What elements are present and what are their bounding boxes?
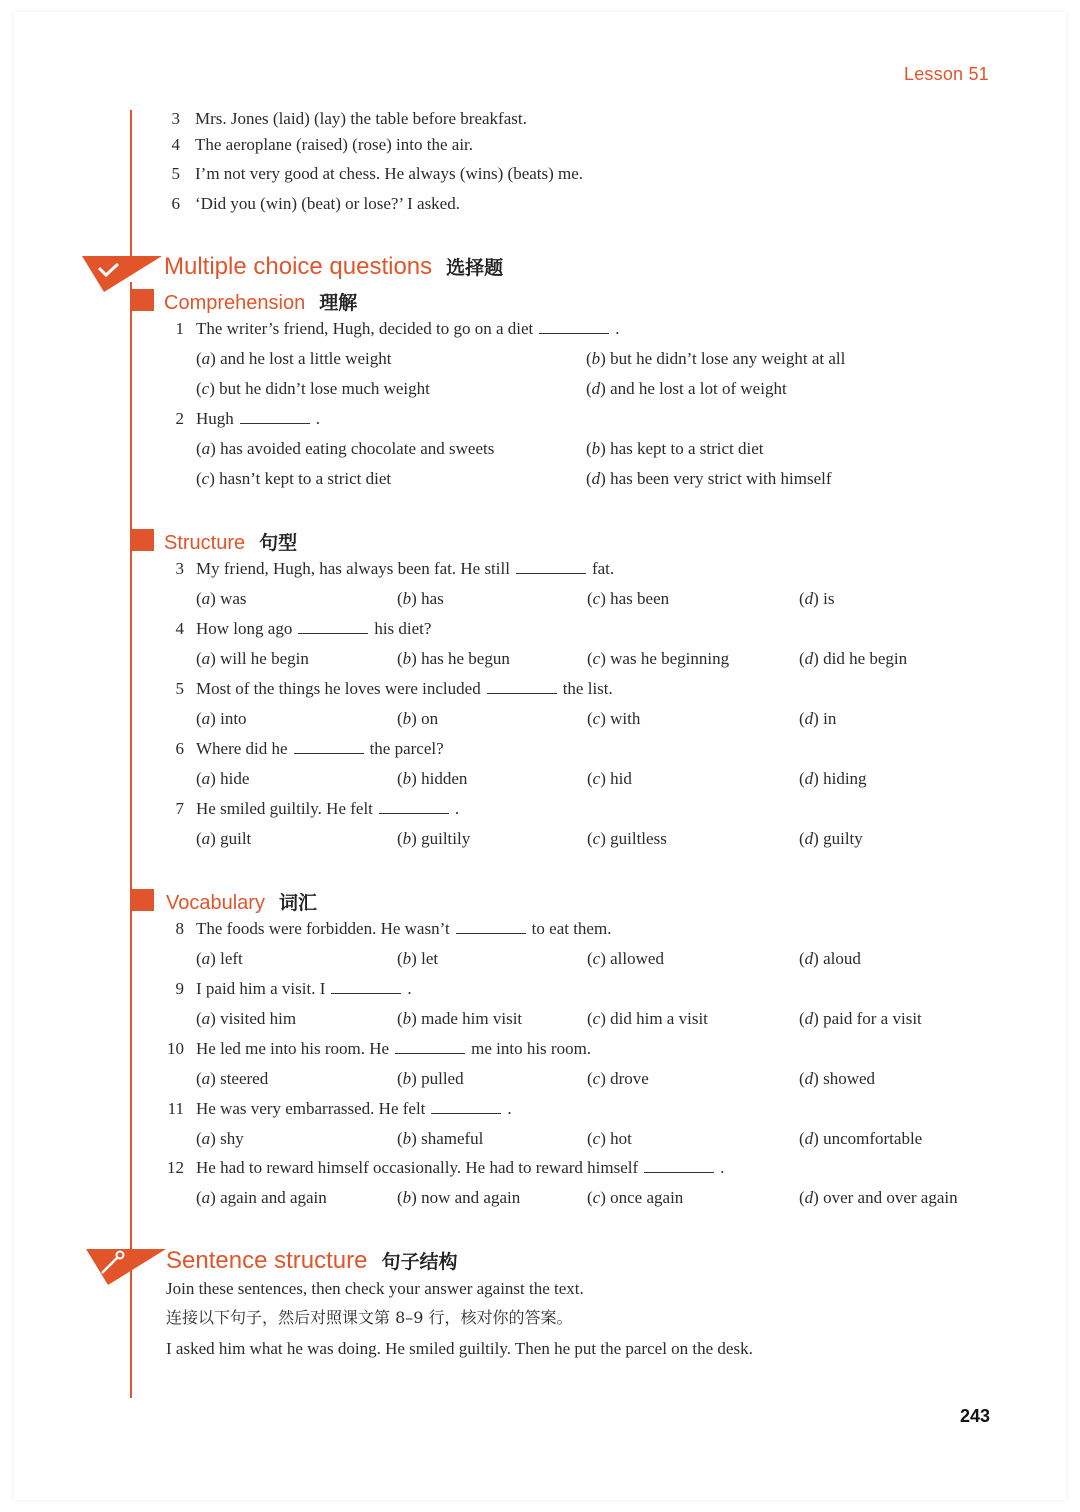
option-b: (b) has he begun <box>397 649 510 668</box>
section-marker <box>132 289 154 311</box>
option-letter: b <box>402 1188 412 1207</box>
question-number: 6 <box>175 739 184 758</box>
option-a: (a) into <box>196 709 247 728</box>
option-text: steered <box>220 1069 269 1088</box>
lesson-label: Lesson 51 <box>904 64 989 84</box>
exercise-sentence: I’m not very good at chess. He always (wins) (beats) me. <box>195 164 584 183</box>
option-a: (a) guilt <box>196 829 252 848</box>
option-c: (c) with <box>587 709 641 728</box>
answer-blank <box>294 752 364 754</box>
option-a: (a) and he lost a little weight <box>196 349 392 368</box>
question-text <box>196 739 444 759</box>
option-letter: a <box>201 829 211 848</box>
option-d: (d) has been very strict with himself <box>586 469 832 488</box>
instruction: Join these sentences, then check your answer against the text. <box>166 1279 584 1298</box>
option-letter: d <box>804 589 814 608</box>
option-letter: b <box>402 1009 412 1028</box>
option-text: into <box>220 709 247 728</box>
option-text: guiltless <box>610 829 667 848</box>
option-text: made him visit <box>421 1009 523 1028</box>
option-letter: d <box>804 709 814 728</box>
option-text: left <box>220 949 243 968</box>
sentences-to-join: I asked him what he was doing. He smiled guiltily. Then he put the parcel on the desk. <box>166 1339 753 1358</box>
option-letter: c <box>592 589 601 608</box>
option-letter: a <box>201 1009 211 1028</box>
question-number: 3 <box>175 559 184 578</box>
option-b: (b) hidden <box>397 769 468 788</box>
option-letter: b <box>402 649 412 668</box>
option-letter: a <box>201 949 211 968</box>
question-tail: the parcel? <box>369 739 444 758</box>
item-number: 6 <box>171 194 180 213</box>
question-stem: Most of the things he loves were included <box>196 679 481 698</box>
comprehension-title <box>164 288 357 315</box>
option-a: (a) shy <box>196 1129 244 1148</box>
question-number: 11 <box>167 1099 184 1118</box>
option-b: (b) has kept to a strict diet <box>586 439 764 458</box>
option-b: (b) made him visit <box>397 1009 523 1028</box>
question-text <box>196 409 320 429</box>
option-text: but he didn’t lose much weight <box>219 379 430 398</box>
question-text <box>196 799 459 819</box>
option-d: (d) aloud <box>799 949 861 968</box>
option-b: (b) now and again <box>397 1188 521 1207</box>
question-number: 2 <box>175 409 184 428</box>
option-letter: a <box>201 709 211 728</box>
option-d: (d) and he lost a lot of weight <box>586 379 787 398</box>
option-text: aloud <box>823 949 861 968</box>
item-number: 5 <box>171 164 180 183</box>
option-letter: d <box>591 379 601 398</box>
wrench-icon <box>86 1245 168 1287</box>
question-text <box>196 1158 724 1178</box>
option-d: (d) in <box>799 709 837 728</box>
vocabulary-title-cn: 词汇 <box>278 892 317 914</box>
option-text: guilt <box>220 829 252 848</box>
option-b: (b) guiltily <box>397 829 471 848</box>
option-a: (a) has avoided eating chocolate and sweets <box>196 439 495 458</box>
option-c: (c) hot <box>587 1129 632 1148</box>
vocabulary-title-text: Vocabulary <box>166 892 265 914</box>
option-text: once again <box>610 1188 684 1207</box>
mcq-title-cn: 选择题 <box>446 257 504 279</box>
option-b: (b) but he didn’t lose any weight at all <box>586 349 846 368</box>
answer-blank <box>395 1052 465 1054</box>
option-a: (a) will he begin <box>196 649 309 668</box>
answer-blank <box>431 1112 501 1114</box>
option-letter: d <box>804 1188 814 1207</box>
question-text <box>196 559 614 579</box>
option-text: again and again <box>220 1188 327 1207</box>
option-letter: c <box>592 709 601 728</box>
question-text <box>196 1039 591 1059</box>
option-c: (c) guiltless <box>587 829 667 848</box>
option-letter: c <box>592 1009 601 1028</box>
structure-title-cn: 句型 <box>259 532 298 554</box>
option-letter: c <box>201 469 210 488</box>
option-d: (d) over and over again <box>799 1188 958 1207</box>
option-letter: b <box>402 1129 412 1148</box>
question-number: 9 <box>175 979 184 998</box>
item-number: 4 <box>171 135 180 154</box>
option-text: was <box>220 589 247 608</box>
option-text: and he lost a lot of weight <box>610 379 787 398</box>
question-text <box>196 1099 512 1119</box>
question-number: 4 <box>175 619 184 638</box>
option-letter: c <box>592 1188 601 1207</box>
question-number: 1 <box>175 319 184 338</box>
option-c: (c) hasn’t kept to a strict diet <box>196 469 392 488</box>
answer-blank <box>644 1171 714 1173</box>
question-number: 12 <box>167 1158 184 1177</box>
option-letter: c <box>592 1129 601 1148</box>
question-text <box>196 979 412 999</box>
question-stem: I paid him a visit. I <box>196 979 326 998</box>
option-letter: b <box>402 949 412 968</box>
section-marker <box>132 529 154 551</box>
option-text: allowed <box>610 949 664 968</box>
question-number: 5 <box>175 679 184 698</box>
option-letter: b <box>591 349 601 368</box>
option-text: but he didn’t lose any weight at all <box>610 349 846 368</box>
question-text <box>196 319 619 339</box>
page-number: 243 <box>960 1406 991 1426</box>
question-stem: How long ago <box>196 619 293 638</box>
comprehension-title-text: Comprehension <box>164 292 306 314</box>
question-text <box>196 619 431 639</box>
option-letter: a <box>201 589 211 608</box>
item-number: 3 <box>171 109 180 128</box>
option-text: showed <box>823 1069 876 1088</box>
option-text: shameful <box>421 1129 484 1148</box>
option-letter: b <box>402 769 412 788</box>
option-letter: d <box>804 769 814 788</box>
question-stem: My friend, Hugh, has always been fat. He still <box>196 559 510 578</box>
question-tail: . <box>720 1158 725 1177</box>
answer-blank <box>298 632 368 634</box>
option-text: was he beginning <box>610 649 730 668</box>
option-text: has avoided eating chocolate and sweets <box>220 439 495 458</box>
option-letter: d <box>804 829 814 848</box>
option-text: guilty <box>823 829 863 848</box>
option-letter: c <box>592 1069 601 1088</box>
sentence-structure-title <box>166 1247 457 1275</box>
option-text: hasn’t kept to a strict diet <box>219 469 392 488</box>
question-stem: He smiled guiltily. He felt <box>196 799 373 818</box>
question-tail: his diet? <box>374 619 432 638</box>
option-text: on <box>421 709 439 728</box>
option-letter: a <box>201 1129 211 1148</box>
option-text: hidden <box>421 769 468 788</box>
option-letter: d <box>804 1069 814 1088</box>
option-d: (d) uncomfortable <box>799 1129 923 1148</box>
option-c: (c) drove <box>587 1069 649 1088</box>
option-letter: c <box>592 769 601 788</box>
margin-rule <box>130 110 132 270</box>
option-letter: c <box>592 649 601 668</box>
option-d: (d) paid for a visit <box>799 1009 922 1028</box>
option-text: has been <box>610 589 670 608</box>
option-text: in <box>823 709 837 728</box>
answer-blank <box>539 332 609 334</box>
question-tail: to eat them. <box>531 919 612 938</box>
question-tail: the list. <box>562 679 613 698</box>
question-tail: . <box>454 799 460 818</box>
option-d: (d) showed <box>799 1069 876 1088</box>
mcq-title <box>164 253 503 281</box>
instruction-cn: 连接以下句子，然后对照课文第 8–9 行，核对你的答案。 <box>166 1308 573 1327</box>
option-d: (d) hiding <box>799 769 867 788</box>
option-letter: d <box>804 1129 814 1148</box>
question-stem: He led me into his room. He <box>196 1039 390 1058</box>
option-text: hid <box>610 769 632 788</box>
question-tail: . <box>507 1099 512 1118</box>
checkmark-icon <box>82 252 164 294</box>
option-text: has kept to a strict diet <box>610 439 764 458</box>
answer-blank <box>240 422 310 424</box>
option-c: (c) did him a visit <box>587 1009 708 1028</box>
question-stem: Where did he <box>196 739 288 758</box>
question-stem: Hugh <box>196 409 234 428</box>
exercise-sentence: Mrs. Jones (laid) (lay) the table before breakfast. <box>195 109 527 128</box>
option-letter: b <box>402 589 412 608</box>
option-text: hide <box>220 769 250 788</box>
option-d: (d) is <box>799 589 835 608</box>
option-text: paid for a visit <box>823 1009 922 1028</box>
option-letter: c <box>592 829 601 848</box>
question-tail: . <box>407 979 412 998</box>
option-c: (c) but he didn’t lose much weight <box>196 379 430 398</box>
option-a: (a) hide <box>196 769 250 788</box>
option-text: hiding <box>823 769 867 788</box>
option-a: (a) left <box>196 949 243 968</box>
question-text <box>196 679 613 699</box>
option-letter: a <box>201 649 211 668</box>
question-tail: fat. <box>591 559 615 578</box>
question-number: 10 <box>167 1039 184 1058</box>
vocabulary-title <box>166 888 317 915</box>
option-c: (c) has been <box>587 589 670 608</box>
option-letter: c <box>592 949 601 968</box>
option-letter: b <box>402 1069 412 1088</box>
option-text: has <box>421 589 444 608</box>
mcq-title-text: Multiple choice questions <box>164 253 433 280</box>
option-c: (c) hid <box>587 769 632 788</box>
option-b: (b) let <box>397 949 439 968</box>
option-text: uncomfortable <box>823 1129 923 1148</box>
answer-blank <box>516 572 586 574</box>
option-text: shy <box>220 1129 244 1148</box>
option-b: (b) pulled <box>397 1069 464 1088</box>
option-letter: b <box>402 829 412 848</box>
question-stem: The writer’s friend, Hugh, decided to go on a diet <box>196 319 534 338</box>
option-text: with <box>610 709 641 728</box>
question-tail: . <box>315 409 321 428</box>
option-d: (d) guilty <box>799 829 863 848</box>
option-letter: d <box>804 949 814 968</box>
answer-blank <box>331 992 401 994</box>
option-letter: a <box>201 769 211 788</box>
option-text: pulled <box>421 1069 464 1088</box>
option-letter: a <box>201 439 211 458</box>
question-number: 8 <box>175 919 184 938</box>
question-tail: me into his room. <box>471 1039 592 1058</box>
question-stem: He was very embarrassed. He felt <box>196 1099 426 1118</box>
option-b: (b) on <box>397 709 439 728</box>
answer-blank <box>456 932 526 934</box>
exercise-sentence: ‘Did you (win) (beat) or lose?’ I asked. <box>195 194 460 213</box>
option-letter: d <box>591 469 601 488</box>
option-text: visited him <box>220 1009 297 1028</box>
option-text: and he lost a little weight <box>220 349 392 368</box>
option-b: (b) shameful <box>397 1129 484 1148</box>
option-letter: d <box>804 1009 814 1028</box>
question-text <box>196 919 611 939</box>
option-text: did him a visit <box>610 1009 708 1028</box>
option-letter: d <box>804 649 814 668</box>
comprehension-title-cn: 理解 <box>319 292 358 314</box>
option-letter: a <box>201 1188 211 1207</box>
question-tail: . <box>615 319 620 338</box>
option-text: let <box>421 949 439 968</box>
option-text: hot <box>610 1129 632 1148</box>
option-text: now and again <box>421 1188 521 1207</box>
answer-blank <box>379 812 449 814</box>
option-text: has been very strict with himself <box>610 469 832 488</box>
option-a: (a) steered <box>196 1069 269 1088</box>
option-text: will he begin <box>220 649 309 668</box>
option-c: (c) was he beginning <box>587 649 730 668</box>
margin-rule <box>130 282 132 1252</box>
option-letter: b <box>402 709 412 728</box>
sentence-structure-title-cn: 句子结构 <box>381 1251 458 1273</box>
section-marker <box>132 889 154 911</box>
exercise-sentence: The aeroplane (raised) (rose) into the air. <box>195 135 474 154</box>
option-text: over and over again <box>823 1188 958 1207</box>
option-a: (a) was <box>196 589 247 608</box>
option-a: (a) again and again <box>196 1188 327 1207</box>
option-text: has he begun <box>421 649 510 668</box>
option-text: did he begin <box>823 649 908 668</box>
option-c: (c) once again <box>587 1188 684 1207</box>
option-text: guiltily <box>421 829 471 848</box>
option-letter: a <box>201 349 211 368</box>
option-c: (c) allowed <box>587 949 664 968</box>
structure-title <box>164 528 297 555</box>
option-text: is <box>823 589 835 608</box>
option-letter: b <box>591 439 601 458</box>
answer-blank <box>487 692 557 694</box>
option-d: (d) did he begin <box>799 649 908 668</box>
option-a: (a) visited him <box>196 1009 297 1028</box>
question-stem: The foods were forbidden. He wasn’t <box>196 919 450 938</box>
sentence-structure-title-text: Sentence structure <box>166 1247 368 1274</box>
option-letter: c <box>201 379 210 398</box>
question-number: 7 <box>175 799 184 818</box>
option-b: (b) has <box>397 589 444 608</box>
question-stem: He had to reward himself occasionally. He had to reward himself <box>196 1158 639 1177</box>
option-text: drove <box>610 1069 649 1088</box>
option-letter: a <box>201 1069 211 1088</box>
structure-title-text: Structure <box>164 532 246 554</box>
